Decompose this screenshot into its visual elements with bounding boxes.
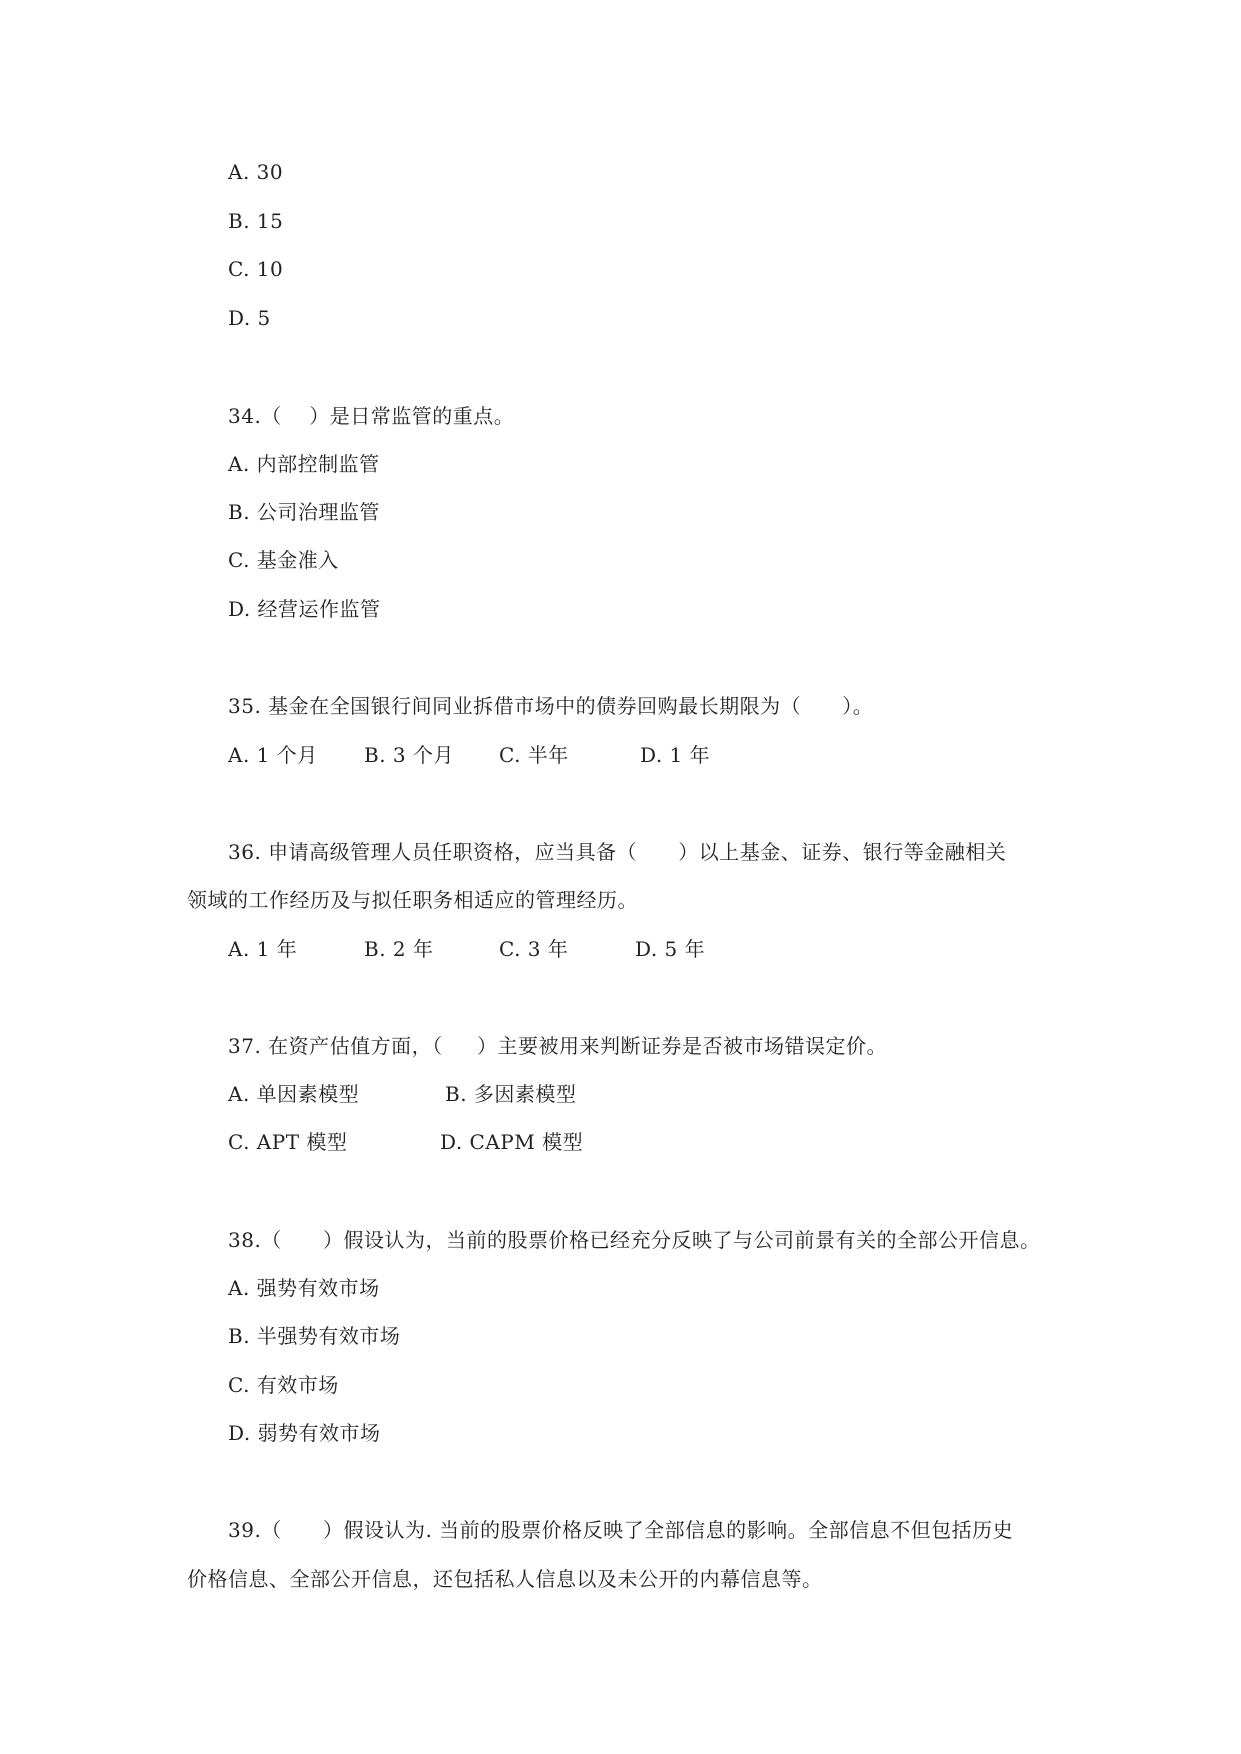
- question-38-option-d: D. 弱势有效市场: [228, 1421, 381, 1445]
- question-37-option-c: C. APT 模型: [228, 1130, 348, 1154]
- option-b: B. 15: [228, 209, 284, 233]
- question-34-option-b: B. 公司治理监管: [228, 500, 380, 524]
- question-36-option-c: C. 3 年: [499, 937, 569, 961]
- question-34-stem: 34.（ ）是日常监管的重点。: [228, 404, 515, 428]
- question-39-stem-line2: 价格信息、全部公开信息，还包括私人信息以及未公开的内幕信息等。: [187, 1567, 823, 1591]
- question-35-option-d: D. 1 年: [640, 743, 711, 767]
- question-35-option-a: A. 1 个月: [228, 743, 318, 767]
- question-37-options-row2: [0, 1129, 1241, 1155]
- question-35-stem: 35. 基金在全国银行间同业拆借市场中的债券回购最长期限为（ ）。: [228, 694, 874, 718]
- question-38-option-c: C. 有效市场: [228, 1373, 339, 1397]
- question-38-option-b: B. 半强势有效市场: [228, 1324, 401, 1348]
- question-35-options: [0, 742, 1241, 768]
- question-37-options-row1: [0, 1081, 1241, 1107]
- question-37-option-d: D. CAPM 模型: [440, 1130, 584, 1154]
- question-38-option-a: A. 强势有效市场: [228, 1276, 380, 1300]
- question-36-option-d: D. 5 年: [635, 937, 706, 961]
- question-37-option-b: B. 多因素模型: [445, 1082, 577, 1106]
- question-37-stem: 37. 在资产估值方面，（ ）主要被用来判断证券是否被市场错误定价。: [228, 1034, 887, 1058]
- question-35-option-c: C. 半年: [499, 743, 569, 767]
- question-36-options: [0, 936, 1241, 962]
- question-39-stem-line1: 39.（ ）假设认为. 当前的股票价格反映了全部信息的影响。全部信息不但包括历史: [228, 1518, 1014, 1542]
- option-d: D. 5: [228, 306, 271, 330]
- option-a: A. 30: [228, 160, 284, 184]
- question-34-option-d: D. 经营运作监管: [228, 597, 381, 621]
- question-36-option-b: B. 2 年: [364, 937, 434, 961]
- question-34-option-a: A. 内部控制监管: [228, 452, 380, 476]
- option-c: C. 10: [228, 257, 284, 281]
- question-36-stem-line1: 36. 申请高级管理人员任职资格，应当具备（ ）以上基金、证券、银行等金融相关: [228, 840, 1007, 864]
- question-35-option-b: B. 3 个月: [364, 743, 454, 767]
- question-38-stem: 38.（ ）假设认为，当前的股票价格已经充分反映了与公司前景有关的全部公开信息。: [228, 1228, 1041, 1252]
- question-36-option-a: A. 1 年: [228, 937, 298, 961]
- question-34-option-c: C. 基金准入: [228, 548, 339, 572]
- question-36-stem-line2: 领域的工作经历及与拟任职务相适应的管理经历。: [187, 888, 638, 912]
- question-37-option-a: A. 单因素模型: [228, 1082, 360, 1106]
